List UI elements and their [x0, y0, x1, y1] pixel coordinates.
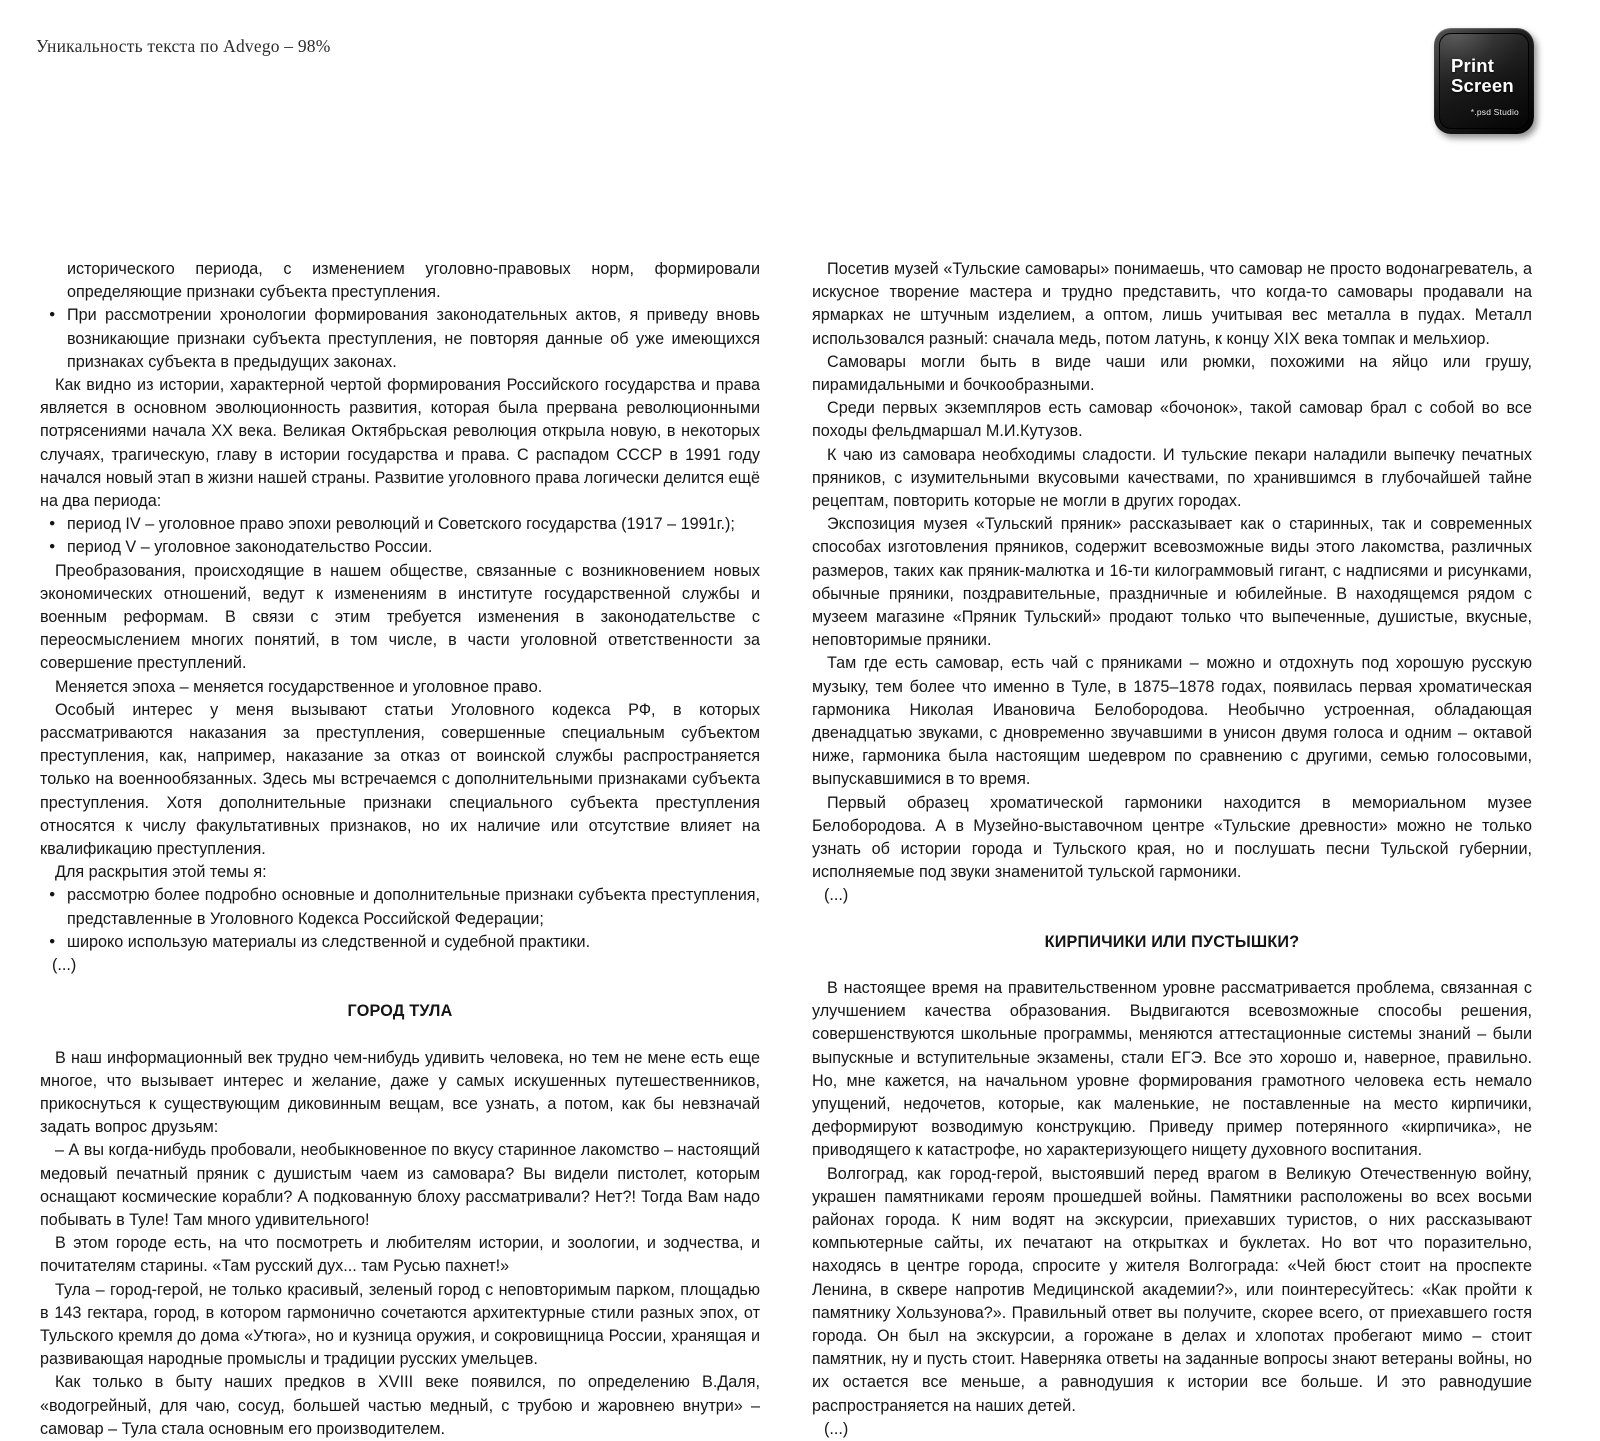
uniqueness-label: Уникальность текста по Advego – 98% [36, 36, 331, 56]
section-heading: КИРПИЧИКИ ИЛИ ПУСТЫШКИ? [1044, 932, 1300, 951]
paragraph: Волгоград, как город-герой, выстоявший перед врагом в Великую Отечественную войну, украшен памятниками героям прошедшей войны. Памятники расположены во всех восьми районах города. К ним водят на экскурсии, приехавших туристов, о них рассказывают компьютерные сайты, их печатают на открытках и буклетах. Но вот что поразительно, находясь в центре города, спросите у жителя Волгограда: «Чей бюст стоит на проспекте Ленина, в сквере напротив Медицинской академии?», или поинтересуйтесь: «Как пройти к памятнику Хользунова?». Правильный ответ вы получите, скорее всего, от приехавшего гостя города. Он был на экскурсии, а горожане в делах и хлопотах пробегают мимо – стоит памятник, ну и пусть стоит. Наверняка ответы на заданные вопросы знают ветераны войны, но их остается все меньше, а равнодушия к истории все больше. И это равнодушие распространяется на наших детей. [812, 1164, 1532, 1415]
bullet-text: период V – уголовное законодательство России. [67, 538, 433, 557]
badge-title [1451, 56, 1514, 96]
paragraph: Тула – город-герой, не только красивый, зеленый город с неповторимым парком, площадью в 143 гектара, город, в котором гармонично сочетаются архитектурные стили разных эпох, от Тульского кремля до дома «Утюга», но и кузница оружия, и сокровищница России, хранящая и развивающая народные промыслы и традиции русских умельцев. [40, 1280, 760, 1369]
paragraph: К чаю из самовара необходимы сладости. И тульские пекари наладили выпечку печатных пряников, с изумительными вкусовыми качествами, по хранившимся в глубочайшей тайне рецептам, повторить которые не могли в других городах. [812, 445, 1532, 511]
section-heading: ГОРОД ТУЛА [347, 1002, 453, 1021]
paragraph: – А вы когда-нибудь пробовали, необыкновенное по вкусу старинное лакомство – настоящий медовый печатный пряник с душистым чаем из самовара? Вы видели пистолет, которым оснащают космические корабли? А подкованную блоху рассматривали? Нет?! Тогда Вам надо побывать в Туле! Там много удивительного! [40, 1141, 760, 1229]
paragraph: Особый интерес у меня вызывают статьи Уголовного кодекса РФ, в которых рассматриваются наказания за преступления, совершенные специальным субъектом преступления, как, например, наказание за отказ от воинской службы распространяется только на военнообязанных. Здесь мы встречаемся с дополнительными признаками субъекта преступления. Хотя дополнительные признаки специального субъекта преступления относятся к числу факультативных признаков, но их наличие или отсутствие влияет на квалификацию преступления. [40, 700, 760, 859]
paragraph: Среди первых экземпляров есть самовар «бочонок», такой самовар брал с собой во все походы фельдмаршал М.И.Кутузов. [812, 399, 1532, 441]
badge-line2: Screen [1451, 75, 1514, 96]
paragraph: Там где есть самовар, есть чай с пряниками – можно и отдохнуть под хорошую русскую музыку, тем более что именно в Туле, в 1875–1878 годах, появилась первая хроматическая гармоника Николая Ивановича Белобородова. Необычно устроенная, обладающая двенадцатью звуками, с дновременно звучавшими в унисон двумя голоса и одним – октавой ниже, гармоника была настоящим шедевром по сравнению с другими, семью голосовыми, выпускавшимися в то время. [812, 654, 1532, 789]
paragraph: В этом городе есть, на что посмотреть и любителям истории, и зоологии, и зодчества, и почитателям старины. «Там русский дух... там Русью пахнет!» [40, 1234, 760, 1276]
paragraph: Преобразования, происходящие в нашем обществе, связанные с возникновением новых экономических отношений, ведут к изменениям в институте государственной службы и военным реформам. В связи с этим требуется изменения в законодательстве с переосмыслением многих понятий, в том числе, в части уголовной ответственности за совершение преступлений. [40, 561, 760, 673]
paragraph: Как видно из истории, характерной чертой формирования Российского государства и права является в основном эволюционность развития, которая была прервана революционными потрясениями начала XX века. Великая Октябрьская революция открыла новую, в некоторых случаях, трагическую, главу в истории государства и права. С распадом СССР в 1991 году начался новый этап в жизни нашей страны. Развитие уголовного права логически делится ещё на два периода: [40, 376, 760, 511]
bullet-icon: ● [49, 934, 56, 947]
paragraph: Посетив музей «Тульские самовары» понимаешь, что самовар не просто водонагреватель, а искусное творение мастера и трудно представить, что когда-то самовары продавали на ярмарках не штучным изделием, а оптом, лишь учитывая вес металла в пудах. Металл использовался разный: сначала медь, потом латунь, к концу XIX века томпак и мельхиор. [812, 260, 1532, 348]
bullet-icon: ● [49, 540, 56, 553]
paragraph: Меняется эпоха – меняется государственное и уголовное право. [55, 677, 543, 696]
bullet-item [40, 513, 760, 536]
paragraph: Для раскрытия этой темы я: [55, 863, 267, 882]
omission-marker: (...) [52, 956, 77, 975]
print-screen-badge [1434, 28, 1534, 134]
bullet-icon: ● [49, 517, 56, 530]
bullet-text: широко использую материалы из следственной и судебной практики. [67, 932, 591, 951]
paragraph: Самовары могли быть в виде чаши или рюмки, похожими на яйцо или грушу, пирамидальными и бочкообразными. [812, 352, 1532, 395]
paragraph: В настоящее время на правительственном уровне рассматривается проблема, связанная с улучшением качества образования. Выдвигаются всевозможные способы решения, совершенствуются школьные программы, меняются аттестационные системы знаний – были выпускные и вступительные экзамены, стали ЕГЭ. Все это хорошо и, наверное, правильно. Но, мне кажется, на начальном уровне формирования грамотного человека есть немало упущений, недочетов, которые, как маленькие, не поставленные на место кирпичики, деформируют возводимую конструкцию. Приведу пример потерянного «кирпичика», не приводящего к катастрофе, но характеризующего нищету духовного воспитания. [812, 978, 1532, 1160]
bullet-item [40, 304, 760, 374]
paragraph: Первый образец хроматической гармоники находится в мемориальном музее Белобородова. А в Музейно-выставочном центре «Тульские древности» можно не только узнать об истории города и Тульского края, но и послушать песни Тульской губернии, исполняемые под звуки знаменитой тульской гармоники. [812, 793, 1532, 882]
paragraph: Как только в быту наших предков в XVIII веке появился, по определению В.Даля, «водогрейный, для чаю, сосуд, большей частью медный, с трубою и жаровнею внутри» – самовар – Тула стала основным его производителем. [40, 1373, 760, 1438]
omission-marker: (...) [824, 1419, 849, 1438]
bullet-icon: ● [49, 888, 56, 901]
print-screen-key-icon [1439, 33, 1529, 129]
paragraph: Экспозиция музея «Тульский пряник» рассказывает как о старинных, так и современных способах изготовления пряников, содержит всевозможные виды этого лакомства, различных размеров, таких как пряник-малютка и 16-ти килограммовый гигант, с надписями и рисунками, обычные пряники, поздравительные, праздничные и юбилейные. В находящемся рядом с музеем магазине «Пряник Тульский» продают только что выпеченные, душистые, вкусные, неповторимые пряники. [812, 515, 1532, 650]
bullet-text: рассмотрю более подробно основные и дополнительные признаки субъекта преступления, представленные в Уголовного Кодекса Российской Федерации; [67, 886, 760, 928]
document-body [40, 258, 1532, 1441]
right-column [812, 258, 1532, 1441]
paragraph: В наш информационный век трудно чем-нибудь удивить человека, но тем не мене есть еще многое, что вызывает интерес и желание, даже у самых искушенных путешественников, прикоснуться к существующим диковинным вещам, все узнать, а потом, как бы невзначай задать вопрос друзьям: [40, 1048, 760, 1137]
bullet-item [40, 931, 760, 954]
bullet-icon: ● [49, 308, 56, 321]
left-column [40, 258, 760, 1441]
bullet-text: При рассмотрении хронологии формирования законодательных актов, я приведу вновь возникающие признаки субъекта преступления, не повторяя данные об уже имеющихся признаках субъекта в предыдущих законах. [67, 306, 760, 371]
badge-caption: *.psd Studio [1470, 107, 1519, 117]
bullet-text: период IV – уголовное право эпохи революций и Советского государства (1917 – 1991г.); [67, 515, 735, 534]
paragraph: исторического периода, с изменением уголовно-правовых норм, формировали определяющие признаки субъекта преступления. [67, 260, 760, 302]
omission-marker: (...) [824, 886, 849, 905]
bullet-item [40, 884, 760, 930]
bullet-item [40, 536, 760, 559]
badge-line1: Print [1451, 55, 1495, 76]
